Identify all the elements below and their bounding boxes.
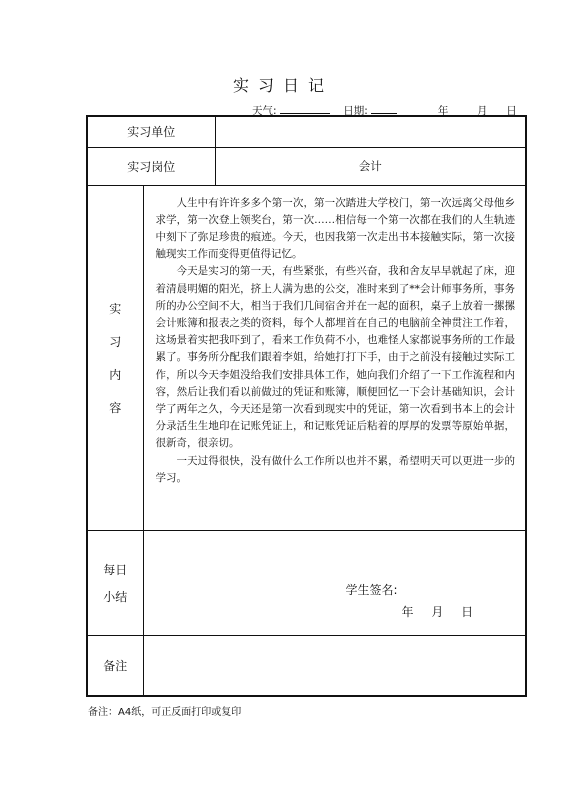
date-blank	[371, 102, 397, 114]
signature-label: 学生签名:	[345, 582, 398, 597]
position-label: 实习岗位	[87, 147, 215, 185]
month-label: 月	[477, 105, 488, 117]
content-label-char: 习	[109, 334, 122, 349]
unit-label: 实习单位	[87, 116, 215, 147]
content-label	[87, 185, 143, 530]
diary-form-table	[86, 115, 527, 697]
summary-label-line: 每日	[103, 562, 128, 577]
weather-label: 天气:	[252, 105, 277, 117]
content-label-char: 实	[109, 301, 122, 316]
signature-date: 年 月 日	[401, 604, 474, 619]
weather-blank	[280, 102, 330, 114]
summary-label	[87, 530, 143, 635]
remarks-area[interactable]	[143, 635, 526, 696]
content-text-area[interactable]	[143, 185, 526, 530]
page-title: 实习日记	[232, 76, 333, 95]
content-paragraph: 一天过得很快，没有做什么工作所以也并不累，希望明天可以更进一步的学习。	[155, 454, 515, 484]
unit-value-field[interactable]	[215, 116, 526, 147]
content-label-char: 内	[109, 367, 122, 382]
day-label: 日	[506, 105, 517, 117]
footer-note: 备注：A4纸，可正反面打印或复印	[88, 707, 242, 718]
content-paragraph: 今天是实习的第一天，有些紧张，有些兴奋，我和舍友早早就起了床，迎着清晨明媚的阳光，挤上人满为患的公交，准时来到了**会计师事务所，事务所的办公空间不大，相当于我们几间宿舍并在一起的面积，桌子上放着一摞摞会计账簿和报表之类的资料，每个人都埋首在自己的电脑前全神贯注工作着，这场景着实把我吓到了，看来工作负荷不小，也难怪人家都说事务所的工作最累了。事务所分配我们跟着李姐，给她打打下手，由于之前没有接触过实际工作，所以今天李姐没给我们安排具体工作，她向我们介绍了一下工作流程和内容，然后让我们看以前做过的凭证和账簿，顺便回忆一下会计基础知识，会计学了两年之久，今天还是第一次看到现实中的凭证，第一次看到书本上的会计分录活生生地印在记账凭证上，和记账凭证后粘着的厚厚的发票等原始单据，很新奇，很亲切。	[155, 265, 515, 450]
summary-area[interactable]	[143, 530, 526, 635]
content-label-char: 容	[109, 400, 122, 415]
summary-label-line: 小结	[103, 589, 128, 604]
content-paragraph: 人生中有许许多多个第一次，第一次踏进大学校门，第一次远离父母他乡求学，第一次登上领奖台，第一次……相信每一个第一次都在我们的人生轨迹中刻下了弥足珍贵的痕迹。今天，也因我第一次走出书本接触实际，第一次接触现实工作而变得更值得记忆。	[155, 196, 515, 261]
remarks-label: 备注	[87, 635, 143, 696]
date-label: 日期:	[343, 105, 368, 117]
year-label: 年	[437, 105, 449, 117]
position-value-field[interactable]: 会计	[215, 147, 526, 185]
